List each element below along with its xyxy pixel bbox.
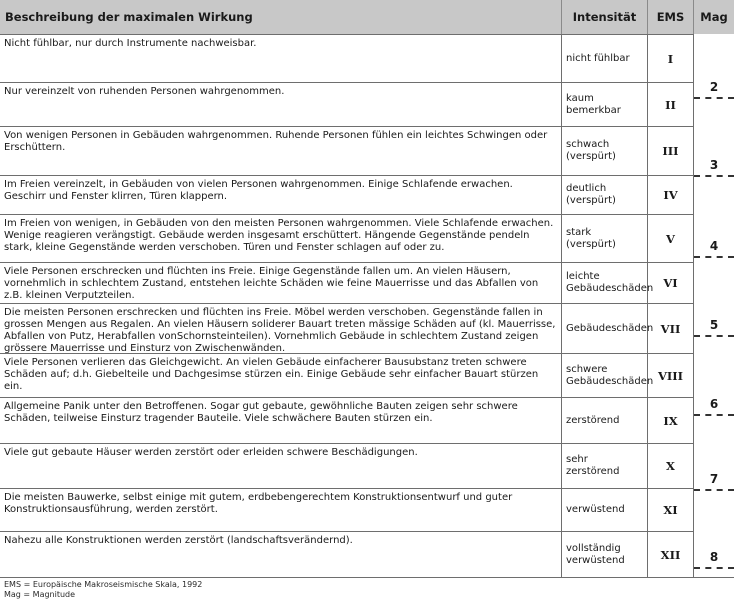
row-intensity: nicht fühlbar [562,35,648,82]
row-ems: VII [648,304,694,353]
row-description: Viele Personen erschrecken und flüchten ins Freie. Einige Gegenstände fallen um. An vielen Häusern, vornehmlich in schlechtem Zustand, entstehen leichte Schäden wie feine Mauerrisse und das Abfallen von z.B. kleinen Verputzteilen. [0,263,562,303]
table-row [0,175,694,214]
row-ems: IV [648,176,694,214]
table-bottom-border [0,577,734,578]
row-description: Nicht fühlbar, nur durch Instrumente nachweisbar. [0,35,562,82]
magnitude-value: 6 [709,397,719,411]
row-ems: X [648,444,694,488]
footnotes [4,580,202,600]
row-intensity: schwere Gebäudeschäden [562,354,648,397]
row-intensity: stark (verspürt) [562,215,648,262]
row-ems: XII [648,532,694,577]
row-ems: XI [648,489,694,531]
row-description: Die meisten Bauwerke, selbst einige mit gutem, erdbebengerechtem Konstruktionsentwurf und guter Konstruktionsausführung, werden zerstört. [0,489,562,531]
row-description: Nahezu alle Konstruktionen werden zerstört (landschaftsverändernd). [0,532,562,577]
footnote-ems: EMS = Europäische Makroseismische Skala, 1992 [4,580,203,589]
row-ems: IX [648,398,694,443]
magnitude-value: 2 [709,80,719,94]
magnitude-value: 4 [709,239,719,253]
header-intensity: Intensität [562,0,648,34]
table-row [0,34,694,82]
row-intensity: schwach (verspürt) [562,127,648,175]
table-row [0,531,694,577]
row-intensity: kaum bemerkbar [562,83,648,126]
magnitude-value: 5 [709,318,719,332]
table-row [0,443,694,488]
magnitude-value: 3 [709,158,719,172]
row-intensity: vollständig verwüstend [562,532,648,577]
table-row [0,214,694,262]
magnitude-value: 7 [709,472,719,486]
table-row [0,488,694,531]
row-description: Im Freien vereinzelt, in Gebäuden von vielen Personen wahrgenommen. Einige Schlafende erwachen. Geschirr und Fenster klirren, Türen klappern. [0,176,562,214]
row-description: Viele Personen verlieren das Gleichgewicht. An vielen Gebäude einfacherer Bausubstanz treten schwere Schäden auf; d.h. Giebelteile und Dachgesimse stürzen ein. Einige Gebäude sehr einfacher Bauart stürzen ein. [0,354,562,397]
row-description: Nur vereinzelt von ruhenden Personen wahrgenommen. [0,83,562,126]
row-intensity: Gebäudeschäden [562,304,648,353]
magnitude-separator [694,567,734,569]
row-ems: VI [648,263,694,303]
header-description: Beschreibung der maximalen Wirkung [0,0,562,34]
header-ems: EMS [648,0,694,34]
magnitude-column [694,34,734,577]
row-description: Die meisten Personen erschrecken und flüchten ins Freie. Möbel werden verschoben. Gegenstände fallen in grossen Mengen aus Regalen. An vielen Häusern soliderer Bauart treten mässige Schäden auf (kl. Mauerrisse, Abfallen von Putz, Herabfallen vonSchornsteinteilen). Vornehmlich Gebäude in schlechtem Zustand zeigen grössere Mauerrisse und Einsturz von Zwischenwänden. [0,304,562,353]
row-ems: II [648,83,694,126]
row-intensity: sehr zerstörend [562,444,648,488]
row-description: Viele gut gebaute Häuser werden zerstört oder erleiden schwere Beschädigungen. [0,444,562,488]
table-row [0,397,694,443]
row-description: Allgemeine Panik unter den Betroffenen. Sogar gut gebaute, gewöhnliche Bauten zeigen sehr schwere Schäden, teilweise Einsturz tragender Bauteile. Viele schwächere Bauten stürzen ein. [0,398,562,443]
footnote-mag: Mag = Magnitude [4,590,76,599]
row-description: Im Freien von wenigen, in Gebäuden von den meisten Personen wahrgenommen. Viele Schlafende erwachen. Wenige reagieren verängstigt. Gebäude werden insgesamt erschüttert. Hängende Gegenstände pendeln stark, kleine Gegenstände werden verschoben. Türen und Fenster schlagen auf oder zu. [0,215,562,262]
table-row [0,126,694,175]
table-row [0,262,694,303]
header-mag: Mag [694,0,734,34]
row-ems: I [648,35,694,82]
row-ems: V [648,215,694,262]
row-ems: VIII [648,354,694,397]
table-row [0,82,694,126]
row-description: Von wenigen Personen in Gebäuden wahrgenommen. Ruhende Personen fühlen ein leichtes Schwingen oder Erschüttern. [0,127,562,175]
row-intensity: verwüstend [562,489,648,531]
row-intensity: deutlich (verspürt) [562,176,648,214]
row-ems: III [648,127,694,175]
row-intensity: leichte Gebäudeschäden [562,263,648,303]
row-intensity: zerstörend [562,398,648,443]
table-row [0,303,694,353]
magnitude-value: 8 [709,550,719,564]
table-row [0,353,694,397]
